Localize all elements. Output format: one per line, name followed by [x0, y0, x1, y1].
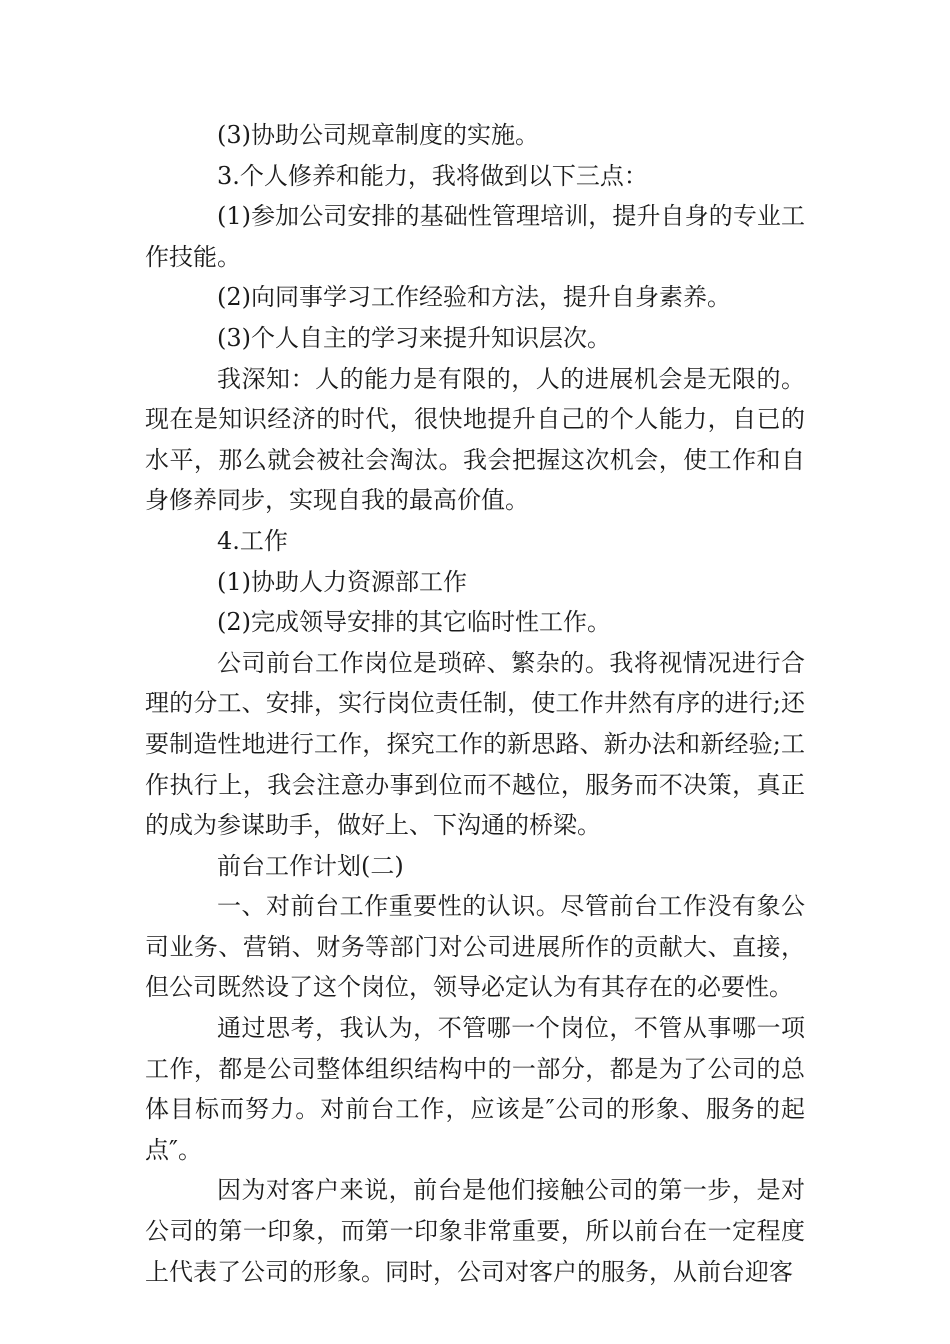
paragraph-1: (3)协助公司规章制度的实施。: [217, 121, 539, 149]
paragraph-4: (2)向同事学习工作经验和方法，提升自身素养。: [217, 283, 731, 312]
paragraph-7: 4.工作: [217, 526, 288, 555]
paragraph-12: 一、对前台工作重要性的认识。尽管前台工作没有象公司业务、营销、财务等部门对公司进展所作的贡献大、直接，但公司既然设了这个岗位，领导必定认为有其存在的必要性。: [145, 892, 805, 1002]
paragraph-3: (1)参加公司安排的基础性管理培训，提升自身的专业工作技能。: [145, 202, 805, 271]
paragraph-10: 公司前台工作岗位是琐碎、繁杂的。我将视情况进行合理的分工、安排，实行岗位责任制，使工作井然有序的进行;还要制造性地进行工作，探究工作的新思路、新办法和新经验;工作执行上，我会注意办事到位而不越位，服务而不决策，真正的成为参谋助手，做好上、下沟通的桥梁。: [145, 648, 805, 840]
document-body: [145, 115, 805, 1292]
paragraph-5: (3)个人自主的学习来提升知识层次。: [217, 323, 611, 352]
paragraph-8: (1)协助人力资源部工作: [217, 567, 467, 596]
paragraph-9: (2)完成领导安排的其它临时性工作。: [217, 608, 611, 637]
paragraph-13: 通过思考，我认为，不管哪一个岗位，不管从事哪一项工作，都是公司整体组织结构中的一部分，都是为了公司的总体目标而努力。对前台工作，应该是″公司的形象、服务的起点″。: [145, 1014, 805, 1164]
section-heading: 前台工作计划(二): [217, 851, 404, 880]
paragraph-6: 我深知：人的能力是有限的，人的进展机会是无限的。现在是知识经济的时代，很快地提升自己的个人能力，自已的水平，那么就会被社会淘汰。我会把握这次机会，使工作和自身修养同步，实现自我的最高价值。: [145, 364, 805, 515]
paragraph-2: 3.个人修养和能力，我将做到以下三点：: [217, 161, 648, 190]
paragraph-14: 因为对客户来说，前台是他们接触公司的第一步，是对公司的第一印象，而第一印象非常重要，所以前台在一定程度上代表了公司的形象。同时，公司对客户的服务，从前台迎客: [145, 1176, 805, 1286]
